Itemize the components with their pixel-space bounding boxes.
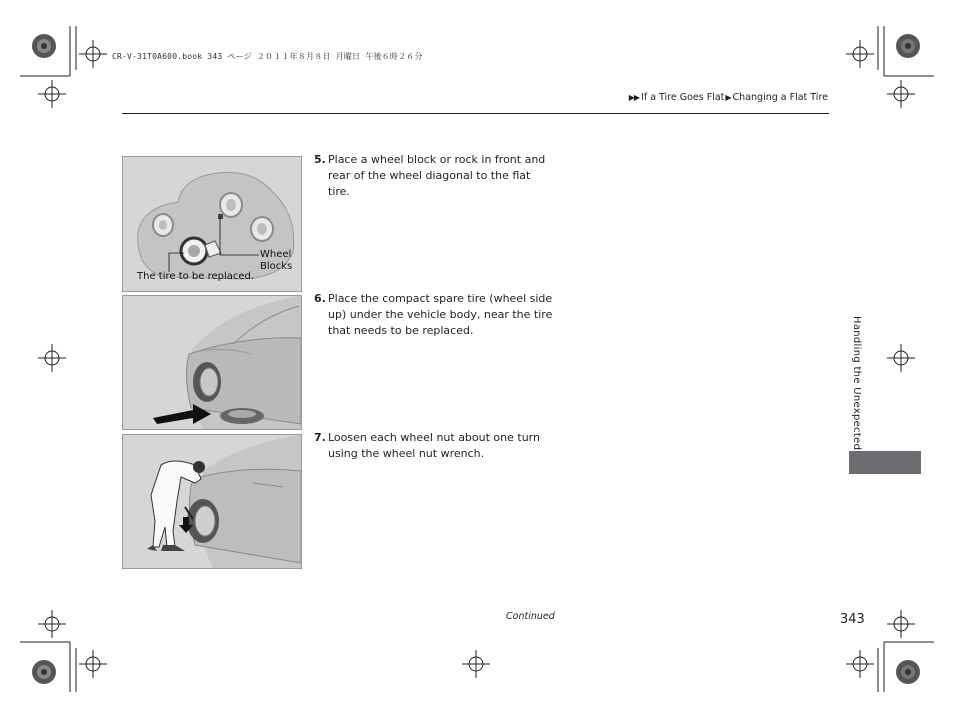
chapter-side-tab[interactable] [849, 451, 921, 474]
breadcrumb-subsection[interactable]: Changing a Flat Tire [732, 92, 828, 103]
callout-wheel-blocks: Wheel Blocks [260, 249, 293, 272]
print-file-header: CR-V-31T0A600.book 343 ページ ２０１１年８月８日 月曜日 午後６時２６分 [112, 52, 423, 61]
figure-spare-tire-placement [122, 295, 302, 430]
step-5 [314, 152, 554, 200]
header-rule [122, 113, 829, 114]
step-number: 5. [314, 153, 326, 166]
figure-loosen-wheel-nuts [122, 434, 302, 569]
loosen-nuts-illustration [123, 435, 301, 568]
breadcrumb-separator-icon: ▶ [725, 93, 732, 102]
step-number: 7. [314, 431, 326, 444]
step-text: Place the compact spare tire (wheel side up) under the vehicle body, near the tire that needs to be replaced. [328, 292, 553, 337]
spare-tire-illustration [123, 296, 301, 429]
step-6 [314, 291, 554, 339]
step-7 [314, 430, 554, 462]
breadcrumb-marker-icon: ▶▶ [628, 93, 640, 102]
page-number: 343 [840, 612, 865, 627]
chapter-side-label [842, 316, 872, 451]
figure-wheel-blocks [122, 156, 302, 292]
breadcrumb-section[interactable]: If a Tire Goes Flat [641, 92, 725, 103]
continued-label: Continued [506, 611, 555, 622]
step-number: 6. [314, 292, 326, 305]
step-text: Loosen each wheel nut about one turn using the wheel nut wrench. [328, 431, 540, 460]
chapter-side-label-text: Handling the Unexpected [851, 316, 862, 451]
callout-tire-to-replace: The tire to be replaced. [137, 271, 255, 282]
step-text: Place a wheel block or rock in front and rear of the wheel diagonal to the flat tire. [328, 153, 546, 198]
breadcrumb [629, 92, 828, 103]
